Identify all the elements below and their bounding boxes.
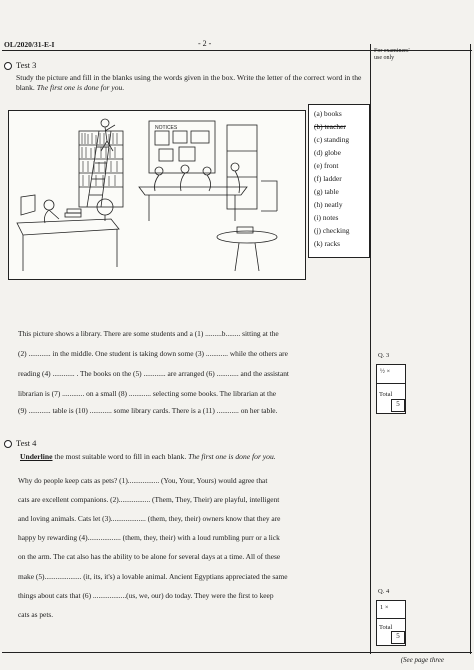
- q3-total-value: 5: [396, 400, 400, 408]
- test4-title: Test 4: [16, 438, 37, 448]
- library-picture: [8, 110, 306, 280]
- q3-divider: [377, 383, 405, 384]
- test4-line-7: things about cats that (6) ..................(us, we, our) do today. They were the first to keep: [18, 591, 274, 600]
- word-box: [308, 104, 370, 258]
- test4-line-1: Why do people keep cats as pets? (1)................. (You, Your, Yours) would agree that: [18, 476, 268, 485]
- test3-line-5: (9) ............ table is (10) ............ some library cards. There is a (11) ............ on her table.: [18, 406, 278, 415]
- q3-marks-box: [376, 364, 406, 414]
- word-f: (f) ladder: [314, 174, 342, 183]
- test4-instruction: Underline the most suitable word to fill in each blank. The first one is done for you.: [20, 452, 276, 461]
- test4-line-8: cats as pets.: [18, 610, 54, 619]
- word-e: (e) front: [314, 161, 339, 170]
- word-a: (a) books: [314, 109, 342, 118]
- q3-total-box[interactable]: [391, 399, 405, 412]
- word-d: (d) globe: [314, 148, 341, 157]
- test3-line-2: (2) ............ in the middle. One student is taking down some (3) ............ while the others are: [18, 349, 288, 358]
- test4-line-3: and loving animals. Cats let (3)................... (them, they, their) owners know that they are: [18, 514, 281, 523]
- test3-bullet: [4, 62, 12, 70]
- word-h: (h) neatly: [314, 200, 343, 209]
- word-c: (c) standing: [314, 135, 350, 144]
- test4-line-2: cats are excellent companions. (2)................. (Them, They, Their) are playful, intelligent: [18, 495, 280, 504]
- word-b: (b) teacher: [314, 122, 346, 131]
- word-g: (g) table: [314, 187, 339, 196]
- test4-bullet: [4, 440, 12, 448]
- test4-line-4: happy by rewarding (4).................. (them, they, their) with a loud rumbling purr or a lick: [18, 533, 280, 542]
- test4-line-5: on the arm. The cat also has the ability to be alone for several days at a time. All of these: [18, 552, 281, 561]
- test3-line-1: This picture shows a library. There are some students and a (1) .........b........ sitting at the: [18, 329, 279, 338]
- q4-total-value: 5: [396, 632, 400, 640]
- examiner-column-rule: [370, 44, 371, 654]
- word-j: (j) checking: [314, 226, 350, 235]
- q3-label: Q. 3: [378, 352, 390, 359]
- word-i: (i) notes: [314, 213, 339, 222]
- test3-instruction: Study the picture and fill in the blanks using the words given in the box. Write the letter of the correct word in the blank. The first one is done for you.: [16, 73, 362, 92]
- q3-total-label: Total: [379, 391, 393, 398]
- word-k: (k) racks: [314, 239, 341, 248]
- examiner-label: For examiners' use only: [374, 48, 410, 61]
- notices-sign: NOTICES: [155, 125, 178, 131]
- q4-label: Q. 4: [378, 588, 390, 595]
- page-number: - 2 -: [198, 39, 212, 48]
- q3-multiplier: ½ ×: [380, 368, 391, 375]
- q4-multiplier: 1 ×: [380, 604, 389, 611]
- paper-code: OL/2020/31-E-I: [4, 40, 55, 49]
- footer-rule: [2, 652, 472, 653]
- q4-marks-box: [376, 600, 406, 646]
- q4-divider: [377, 618, 405, 619]
- test4-line-6: make (5).................... (it, its, it's) a lovable animal. Ancient Egyptians appreciated the same: [18, 572, 288, 581]
- test3-title: Test 3: [16, 60, 37, 70]
- see-next-page: (See page three: [400, 656, 444, 664]
- q4-total-box[interactable]: [391, 631, 405, 644]
- q4-total-label: Total: [379, 624, 393, 631]
- test3-line-3: reading (4) ............ . The books on the (5) ............ are arranged (6) ............ and the assistant: [18, 369, 289, 378]
- test3-line-4: librarian is (7) ............ on a small (8) ............ selecting some books. The librarian at the: [18, 389, 277, 398]
- examiner-column-right-rule: [470, 44, 471, 654]
- library-illustration: [9, 111, 305, 279]
